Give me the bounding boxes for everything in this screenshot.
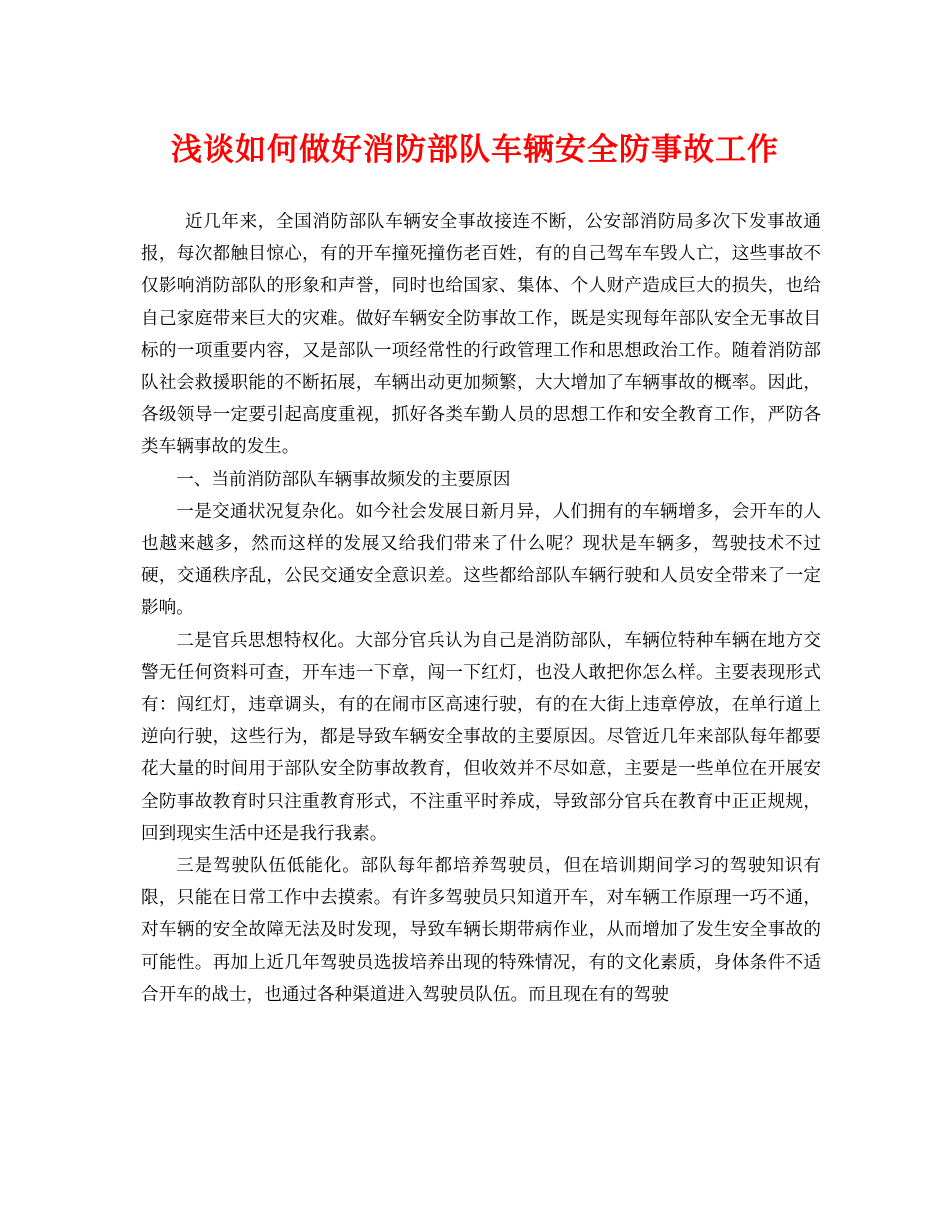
document-body (141, 206, 821, 1011)
document-title: 浅谈如何做好消防部队车辆安全防事故工作 (171, 132, 779, 168)
paragraph-reason-2: 二是官兵思想特权化。大部分官兵认为自己是消防部队，车辆位特种车辆在地方交警无任何资料可查，开车违一下章，闯一下红灯，也没人敢把你怎么样。主要表现形式有：闯红灯，违章调头，有的在闹市区高速行驶，有的在大街上违章停放，在单行道上逆向行驶，这些行为，都是导致车辆安全事故的主要原因。尽管近几年来部队每年都要花大量的时间用于部队安全防事故教育，但收效并不尽如意，主要是一些单位在开展安全防事故教育时只注重教育形式，不注重平时养成，导致部分官兵在教育中正正规规，回到现实生活中还是我行我素。 (141, 630, 821, 844)
section-heading-1: 一、当前消防部队车辆事故频发的主要原因 (176, 469, 511, 490)
paragraph-reason-1: 一是交通状况复杂化。如今社会发展日新月异，人们拥有的车辆增多，会开车的人也越来越多，然而这样的发展又给我们带来了什么呢？现状是车辆多，驾驶技术不过硬，交通秩序乱，公民交通安全意识差。这些都给部队车辆行驶和人员安全带来了一定影响。 (141, 501, 821, 619)
paragraph-intro: 近几年来，全国消防部队车辆安全事故接连不断，公安部消防局多次下发事故通报，每次都触目惊心，有的开车撞死撞伤老百姓，有的自己驾车车毁人亡，这些事故不仅影响消防部队的形象和声誉，同时也给国家、集体、个人财产造成巨大的损失，也给自己家庭带来巨大的灾难。做好车辆安全防事故工作，既是实现每年部队安全无事故目标的一项重要内容，又是部队一项经常性的行政管理工作和思想政治工作。随着消防部队社会救援职能的不断拓展，车辆出动更加频繁，大大增加了车辆事故的概率。因此，各级领导一定要引起高度重视，抓好各类车勤人员的思想工作和安全教育工作，严防各类车辆事故的发生。 (141, 212, 821, 458)
paragraph-reason-3: 三是驾驶队伍低能化。部队每年都培养驾驶员，但在培训期间学习的驾驶知识有限，只能在日常工作中去摸索。有许多驾驶员只知道开车，对车辆工作原理一巧不通，对车辆的安全故障无法及时发现，导致车辆长期带病作业，从而增加了发生安全事故的可能性。再加上近几年驾驶员选拔培养出现的特殊情况，有的文化素质，身体条件不适合开车的战士，也通过各种渠道进入驾驶员队伍。而且现在有的驾驶 (141, 856, 821, 1005)
